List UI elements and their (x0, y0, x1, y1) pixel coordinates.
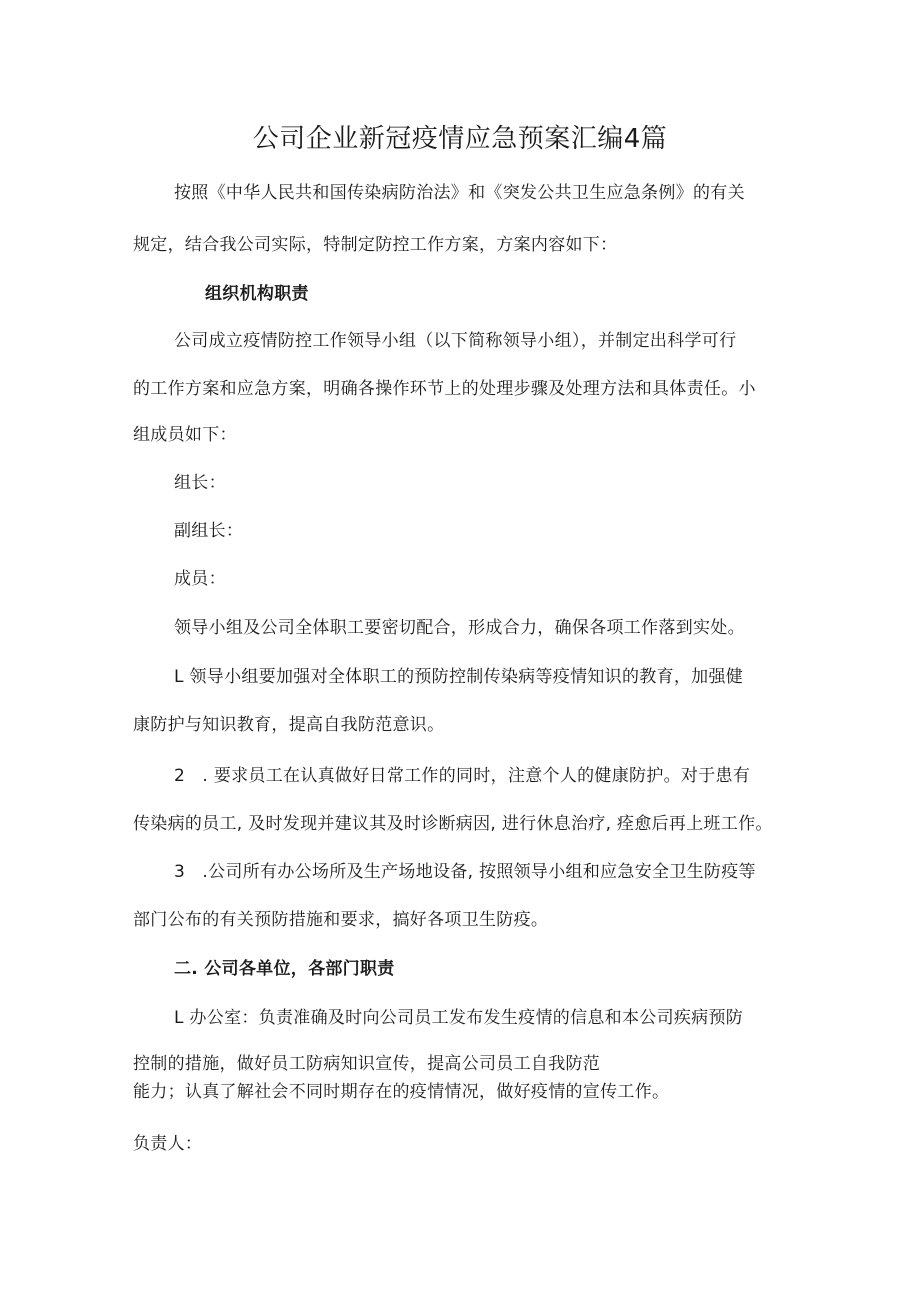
paragraph-line: L 办公室：负责准确及时向公司员工发布发生疫情的信息和本公司疾病预防 (174, 1008, 744, 1028)
paragraph-line: 能力；认真了解社会不同时期存在的疫情情况，做好疫情的宣传工作。 (133, 1082, 670, 1102)
paragraph-line: 按照《中华人民共和国传染病防治法》和《突发公共卫生应急条例》的有关 (174, 183, 745, 203)
paragraph-line: 部门公布的有关预防措施和要求，搞好各项卫生防疫。 (133, 910, 549, 930)
section-heading: 组织机构职责 (205, 284, 309, 304)
paragraph-line: L 领导小组要加强对全体职工的预防控制传染病等疫情知识的教育，加强健 (174, 667, 744, 687)
paragraph-line: 公司成立疫情防控工作领导小组（以下简称领导小组），并制定出科学可行 (174, 331, 737, 351)
paragraph-line: 3 .公司所有办公场所及生产场地设备, 按照领导小组和应急安全卫生防疫等 (174, 862, 756, 882)
paragraph-line: 组成员如下： (133, 425, 237, 445)
paragraph-line: 负责人： (133, 1134, 203, 1154)
paragraph-line: 副组长： (174, 521, 244, 541)
paragraph-line: 传染病的员工, 及时发现并建议其及时诊断病因, 进行休息治疗, 痊愈后再上班工作。 (133, 814, 773, 834)
paragraph-line: 康防护与知识教育，提高自我防范意识。 (133, 715, 445, 735)
paragraph-line: 2 . 要求员工在认真做好日常工作的同时，注意个人的健康防护。对于患有 (174, 766, 751, 786)
paragraph-line: 组长： (174, 473, 226, 493)
paragraph-line: 控制的措施，做好员工防病知识宣传，提高公司员工自我防范 (133, 1054, 601, 1074)
paragraph-line: 成员： (174, 569, 226, 589)
paragraph-line: 的工作方案和应急方案，明确各操作环节上的处理步骤及处理方法和具体责任。小 (133, 379, 756, 399)
section-heading: 二. 公司各单位，各部门职责 (174, 959, 395, 979)
document-title: 公司企业新冠疫情应急预案汇编4篇 (252, 124, 668, 154)
paragraph-line: 领导小组及公司全体职工要密切配合，形成合力，确保各项工作落到实处。 (174, 618, 745, 638)
paragraph-line: 规定，结合我公司实际，特制定防控工作方案，方案内容如下： (133, 235, 618, 255)
